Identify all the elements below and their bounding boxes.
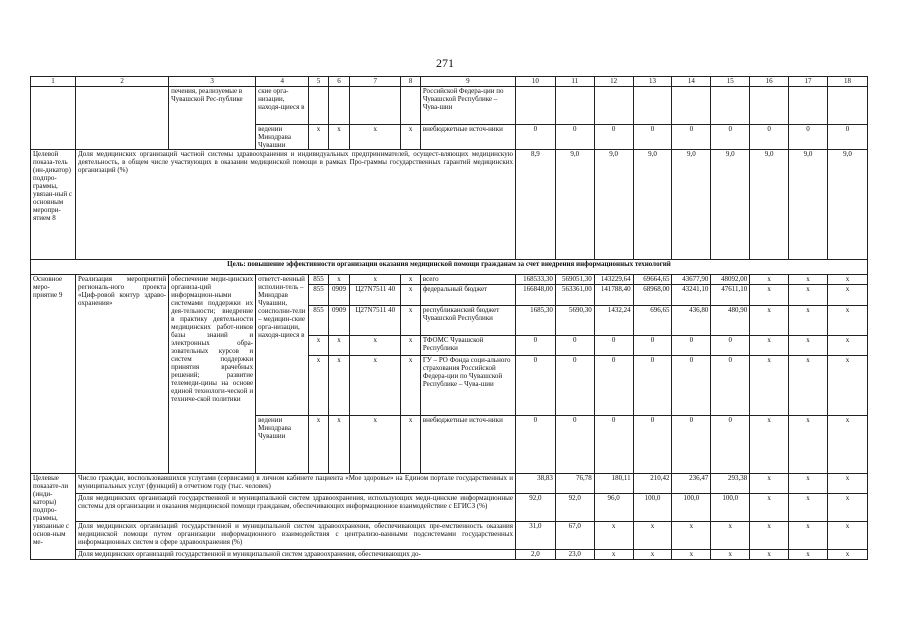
cell-value: x: [750, 356, 789, 416]
cell-value: 0: [555, 416, 594, 474]
table-row: [31, 150, 868, 260]
cell-value: x: [401, 356, 420, 416]
executor-text: ведении Минздрава Чувашии: [256, 416, 309, 474]
cell-value: 436,80: [672, 306, 711, 336]
cell-value: x: [350, 125, 401, 150]
cell-value: x: [350, 416, 401, 474]
cell-value: x: [328, 125, 349, 150]
cell-value: 0: [827, 125, 867, 150]
cell-value: 100,0: [633, 494, 672, 522]
col-header: 7: [350, 77, 401, 87]
indicator-text: Доля медицинских организаций частной системы здравоохранения и индивидуальных предпринимателей, осущест-вляющих медицинскую деятельность, в общем числе участвующих в оказании медицинской помощи в рамках Про-граммы государственных гарантий медицинских организаций (%): [76, 150, 516, 260]
cell-value: 0: [672, 125, 711, 150]
cell-value: x: [328, 275, 349, 285]
cell-value: 0: [750, 125, 789, 150]
cell-value: 563361,00: [555, 285, 594, 306]
cell-value: 0: [672, 416, 711, 474]
cell-value: 9,0: [633, 150, 672, 260]
cell-value: 0: [672, 336, 711, 356]
cell-value: 9,0: [750, 150, 789, 260]
cell-value: 69664,65: [633, 275, 672, 285]
cell-value: 696,65: [633, 306, 672, 336]
cell-value: 480,90: [711, 306, 750, 336]
cell-value: 9,0: [672, 150, 711, 260]
cell-value: x: [750, 306, 789, 336]
cell-value: x: [789, 474, 828, 494]
cell-value: Ц27N7511 40: [350, 306, 401, 336]
cell-value: 168533,30: [515, 275, 555, 285]
table-row: [31, 494, 868, 522]
cell-value: 0: [711, 336, 750, 356]
cell-value: 43677,90: [672, 275, 711, 285]
cell-value: 68968,00: [633, 285, 672, 306]
col-header: 11: [555, 77, 594, 87]
cell-value: 9,0: [711, 150, 750, 260]
cell-text: ские орга-низации, находя-щиеся в: [256, 87, 309, 125]
col-header: 15: [711, 77, 750, 87]
cell-value: x: [750, 275, 789, 285]
cell-value: x: [633, 550, 672, 560]
funding-source: внебюджетные источ-ники: [420, 416, 515, 474]
cell-value: 0: [594, 416, 633, 474]
col-header: 17: [789, 77, 828, 87]
cell-value: 92,0: [555, 494, 594, 522]
cell-text: печения, реализуемые в Чувашской Рес-публике: [169, 87, 256, 150]
indicator-text: Доля медицинских организаций государственной и муниципальной систем здравоохранения, обеспечивающих до-: [76, 550, 516, 560]
cell-value: x: [309, 356, 328, 416]
cell-value: 855: [309, 275, 328, 285]
table-row: [31, 522, 868, 550]
cell-value: x: [672, 550, 711, 560]
cell-value: x: [750, 416, 789, 474]
col-header: 1: [31, 77, 76, 87]
cell-value: 0909: [328, 306, 349, 336]
activity-label: Основное меро-приятие 9: [31, 275, 76, 474]
goal-row: [31, 260, 868, 275]
cell-value: 141788,40: [594, 285, 633, 306]
cell-value: x: [789, 275, 828, 285]
cell-value: x: [401, 275, 420, 285]
cell-value: 855: [309, 306, 328, 336]
cell-value: 1432,24: [594, 306, 633, 336]
cell-value: x: [827, 336, 867, 356]
cell-value: x: [789, 494, 828, 522]
cell-value: x: [827, 416, 867, 474]
cell-value: 293,38: [711, 474, 750, 494]
cell-value: x: [789, 522, 828, 550]
cell-value: 0: [515, 125, 555, 150]
cell-value: 1685,30: [515, 306, 555, 336]
indicator-text: Число граждан, воспользовавшихся услугами (сервисами) в личном кабинете пациента «Мое здоровье» на Едином портале государственных и муниципальных услуг (функций) в отчетном году (тыс. человек): [76, 474, 516, 494]
indicator-label: Целевой показа-тель (ин-дикатор) подпро-граммы, увязан-ный с основным меропри-ятием 8: [31, 150, 76, 260]
cell-value: x: [309, 125, 328, 150]
activity-description: обеспечение меди-цинских организа-ций информацион-ными системами поддержки их дея-тельности; внедрение в практику деятельности медицинских работ-ников базы знаний и электронных обра-зовательных курсов и систем поддержки принятия врачебных решений; развитие телемеди-цины на основе единой технологи-ческой и техниче-ской политики: [169, 275, 256, 474]
cell-value: Ц27N7511 40: [350, 285, 401, 306]
cell-value: x: [789, 285, 828, 306]
cell-value: 0: [594, 125, 633, 150]
cell-value: x: [789, 550, 828, 560]
cell-value: x: [350, 336, 401, 356]
indicator-text: Доля медицинских организаций государственной и муниципальной систем здравоохранения, использующих меди-цинские информационные системы для организации и оказания медицинской помощи гражданам, обеспечивающих информационное взаимодействие с ЕГИСЗ (%): [76, 494, 516, 522]
cell-value: 0: [633, 125, 672, 150]
cell-value: 5690,30: [555, 306, 594, 336]
table-row: [31, 87, 868, 125]
cell-value: x: [350, 356, 401, 416]
cell-value: x: [750, 494, 789, 522]
cell-value: 48092,00: [711, 275, 750, 285]
col-header: 6: [328, 77, 349, 87]
cell-text: Российской Федера-ции по Чувашской Республике – Чува-шии: [420, 87, 515, 125]
cell-value: 0: [594, 336, 633, 356]
cell-value: x: [401, 125, 420, 150]
cell-value: 92,0: [515, 494, 555, 522]
col-header: 10: [515, 77, 555, 87]
cell-value: x: [309, 416, 328, 474]
cell-value: 9,0: [555, 150, 594, 260]
col-header: 4: [256, 77, 309, 87]
cell-value: x: [594, 550, 633, 560]
cell-value: x: [827, 356, 867, 416]
cell-value: x: [401, 306, 420, 336]
cell-value: 210,42: [633, 474, 672, 494]
table-row: [31, 550, 868, 560]
cell-value: 0: [633, 416, 672, 474]
col-header: 3: [169, 77, 256, 87]
cell-text: внебюджетные источ-ники: [420, 125, 515, 150]
indicator-label: Целевые показате-ли (инди-каторы) подпро-граммы, увязанные с основ-ным ме-: [31, 474, 76, 560]
cell-value: 0: [555, 336, 594, 356]
cell-value: 855: [309, 285, 328, 306]
cell-value: 96,0: [594, 494, 633, 522]
cell-value: 9,0: [827, 150, 867, 260]
cell-value: x: [750, 336, 789, 356]
cell-value: x: [401, 285, 420, 306]
cell-value: x: [827, 522, 867, 550]
funding-source: ГУ – РО Фонда соци-ального страхования Российской Федера-ции по Чувашской Республике – Чува-шии: [420, 356, 515, 416]
col-header: 2: [76, 77, 169, 87]
cell-value: 76,78: [555, 474, 594, 494]
cell-value: x: [750, 522, 789, 550]
table-row: [31, 474, 868, 494]
cell-value: 0909: [328, 285, 349, 306]
cell-value: x: [633, 522, 672, 550]
cell-value: x: [328, 336, 349, 356]
executor-text: ответст-венный исполни-тель – Минздрав Чувашии, соисполни-тели – медицин-ские орга-низации, находя-щиеся в: [256, 275, 309, 416]
cell-value: 43241,10: [672, 285, 711, 306]
cell-value: x: [789, 416, 828, 474]
cell-value: 100,0: [711, 494, 750, 522]
cell-value: 0: [711, 356, 750, 416]
cell-value: 236,47: [672, 474, 711, 494]
cell-text: ведении Минздрава Чувашии: [256, 125, 309, 150]
activity-name: Реализация мероприятий региональ-ного проекта «Циф-ровой контур здраво-охранения»: [76, 275, 169, 474]
goal-heading: Цель: повышение эффективности организации оказания медицинской помощи гражданам за счет внедрения информационных технологий: [31, 260, 868, 275]
col-header: 14: [672, 77, 711, 87]
cell-value: 8,9: [515, 150, 555, 260]
cell-value: x: [750, 474, 789, 494]
cell-value: 0: [672, 356, 711, 416]
program-table: [30, 76, 868, 560]
cell-value: 0: [789, 125, 828, 150]
cell-value: x: [750, 550, 789, 560]
cell-value: x: [328, 356, 349, 416]
cell-value: 67,0: [555, 522, 594, 550]
cell-value: 47611,10: [711, 285, 750, 306]
cell-value: x: [789, 306, 828, 336]
cell-value: 0: [633, 336, 672, 356]
cell-value: x: [827, 494, 867, 522]
cell-value: 0: [555, 356, 594, 416]
cell-value: x: [328, 416, 349, 474]
page-number: 271: [436, 56, 454, 70]
cell-value: 0: [515, 356, 555, 416]
cell-value: x: [672, 522, 711, 550]
funding-source: федеральный бюджет: [420, 285, 515, 306]
cell-value: x: [401, 336, 420, 356]
cell-value: x: [711, 550, 750, 560]
cell-value: 9,0: [789, 150, 828, 260]
col-header: 12: [594, 77, 633, 87]
cell-value: x: [711, 522, 750, 550]
cell-value: 31,0: [515, 522, 555, 550]
cell-value: 9,0: [594, 150, 633, 260]
cell-value: 100,0: [672, 494, 711, 522]
cell-value: 38,83: [515, 474, 555, 494]
col-header: 9: [420, 77, 515, 87]
cell-value: x: [594, 522, 633, 550]
indicator-text: Доля медицинских организаций государственной и муниципальной систем здравоохранения, обеспечивающих пре-емственность оказания медицинской помощи путем организации информационного взаимодействия с централизо-ванными подсистемами государственных информационных систем в сфере здравоохранения (%): [76, 522, 516, 550]
cell-value: x: [750, 285, 789, 306]
cell-value: x: [789, 336, 828, 356]
cell-value: x: [827, 550, 867, 560]
col-header: 16: [750, 77, 789, 87]
cell-value: x: [309, 336, 328, 356]
cell-value: 0: [633, 356, 672, 416]
cell-value: 0: [711, 416, 750, 474]
cell-value: 2,0: [515, 550, 555, 560]
cell-value: 0: [555, 125, 594, 150]
funding-source: ТФОМС Чувашской Республики: [420, 336, 515, 356]
table-row: [31, 275, 868, 285]
cell-value: 0: [711, 125, 750, 150]
col-header: 5: [309, 77, 328, 87]
cell-value: 23,0: [555, 550, 594, 560]
cell-value: 0: [515, 416, 555, 474]
cell-value: 569051,30: [555, 275, 594, 285]
cell-value: x: [827, 285, 867, 306]
cell-value: x: [401, 416, 420, 474]
cell-value: x: [350, 275, 401, 285]
col-header: 8: [401, 77, 420, 87]
cell-value: 180,11: [594, 474, 633, 494]
cell-value: x: [827, 474, 867, 494]
column-number-row: [31, 77, 868, 87]
cell-value: 0: [594, 356, 633, 416]
funding-source: республиканский бюджет Чувашской Республики: [420, 306, 515, 336]
cell-value: x: [827, 275, 867, 285]
col-header: 18: [827, 77, 867, 87]
cell-value: 0: [515, 336, 555, 356]
col-header: 13: [633, 77, 672, 87]
cell-value: 143229,64: [594, 275, 633, 285]
cell-value: 166848,00: [515, 285, 555, 306]
cell-value: x: [827, 306, 867, 336]
cell-value: x: [789, 356, 828, 416]
funding-source: всего: [420, 275, 515, 285]
